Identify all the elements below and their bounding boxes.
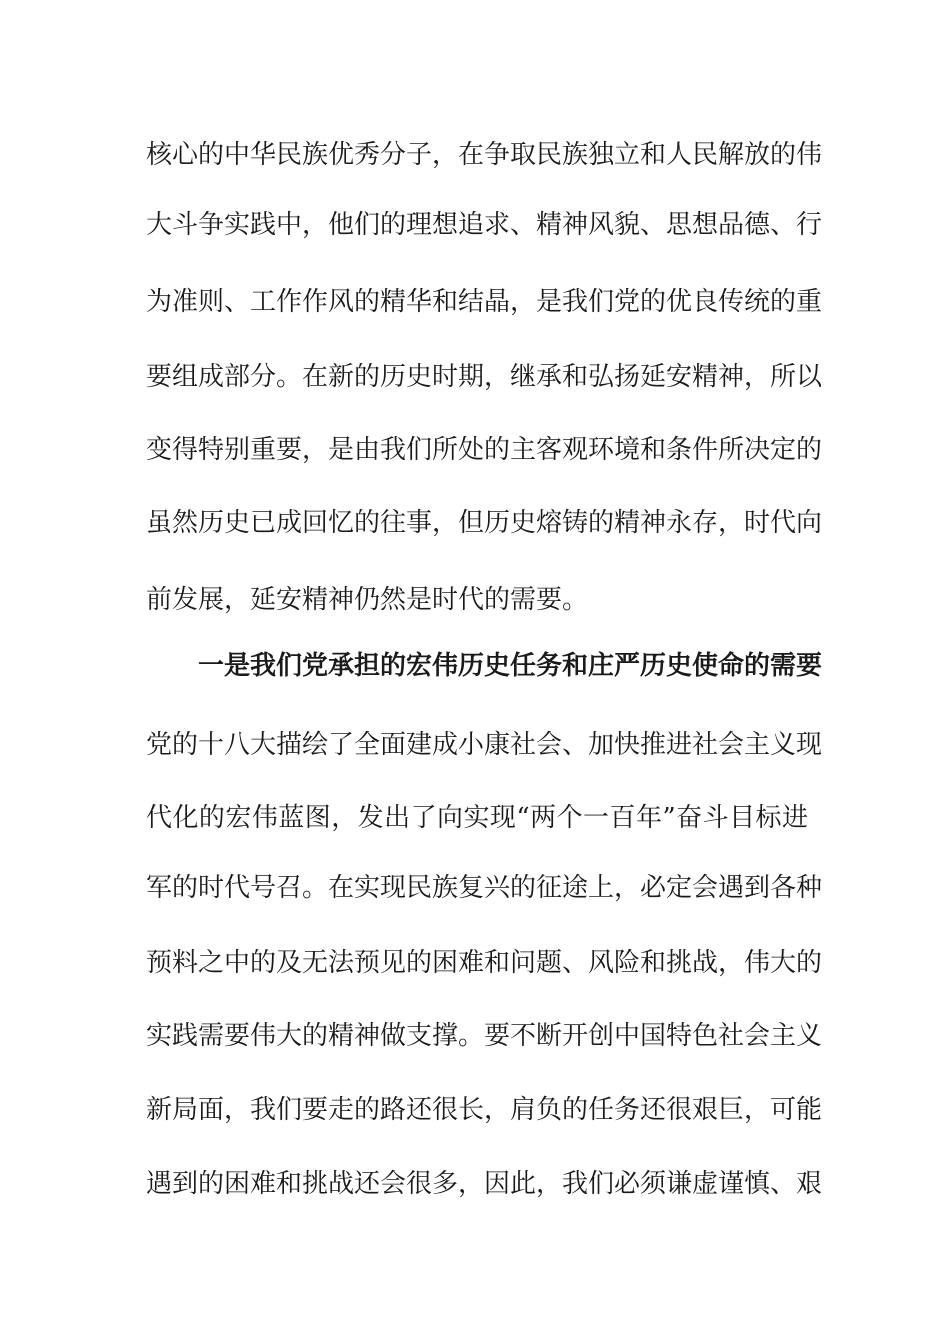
text-line: 大斗争实践中，他们的理想追求、精神风貌、思想品德、行 [146, 210, 823, 240]
text-line: 要组成部分。在新的历史时期，继承和弘扬延安精神，所以 [146, 362, 823, 392]
text-line: 军的时代号召。在实现民族复兴的征途上，必定会遇到各种 [146, 873, 823, 903]
text-line: 党的十八大描绘了全面建成小康社会、加快推进社会主义现 [146, 730, 823, 760]
text-line: 为准则、工作作风的精华和结晶，是我们党的优良传统的重 [146, 287, 823, 317]
text-line: 代化的宏伟蓝图，发出了向实现“两个一百年”奋斗目标进 [146, 803, 808, 833]
text-line: 前发展，延安精神仍然是时代的需要。 [146, 585, 589, 615]
text-line: 实践需要伟大的精神做支撑。要不断开创中国特色社会主义 [146, 1021, 823, 1051]
text-line: 预料之中的及无法预见的困难和问题、风险和挑战，伟大的 [146, 948, 823, 978]
text-line: 核心的中华民族优秀分子，在争取民族独立和人民解放的伟 [146, 140, 823, 170]
text-line: 虽然历史已成回忆的往事，但历史熔铸的精神永存，时代向 [146, 508, 823, 538]
section-heading: 一是我们党承担的宏伟历史任务和庄严历史使命的需要 [198, 651, 823, 681]
text-line: 遇到的困难和挑战还会很多，因此，我们必须谦虚谨慎、艰 [146, 1169, 823, 1199]
text-line: 新局面，我们要走的路还很长，肩负的任务还很艰巨，可能 [146, 1095, 823, 1125]
text-line: 变得特别重要，是由我们所处的主客观环境和条件所决定的 [146, 435, 823, 465]
